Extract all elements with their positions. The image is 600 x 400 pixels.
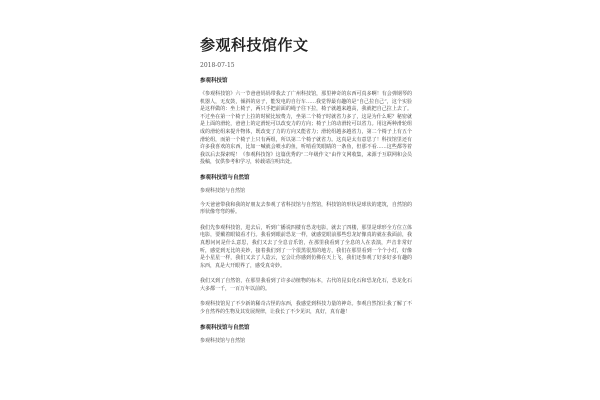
paragraph-2: 今天爸爸带我和我的好朋友去参观了省科技馆与自然馆，科技馆的形状是球状的建筑，自然馆的形状像弯弯的桥。 (200, 201, 412, 216)
section-heading-2: 参观科技馆与自然馆 (200, 174, 250, 181)
article-date: 2018-07-15 (200, 62, 235, 69)
section-heading-1: 参观科技馆 (200, 78, 228, 84)
section-subtitle-2: 参观科技馆与自然馆 (200, 187, 246, 194)
paragraph-4: 我们又到了自然馆，在那里我看到了许多动植物的标本，古代的昆虫化石和恐龙化石，恐龙化石大多都一千，一百万年以前的。 (200, 278, 412, 292)
article-title: 参观科技馆作文 (200, 36, 309, 54)
paragraph-3: 我们先参观科技馆，进去后，听到广播说四楼有恐龙电影，就去了四楼，那里是球形全方位立体电影，要戴着眼镜看才行。我看到眼前恐龙一样，就感觉眼前那些恐龙好像真的就在我面前，我真想问问是什么意思，我们又去了全息音乐馆，在那里我看到了全息的人在表演，声音非常好听，感觉到无比的美妙，接着我们到了一个很黑很黑的地方，我们在那里看到一个个小灯，好像是小星星一样，我们又去了人造云，它会让你感到仿佛在天上飞，我们还参观了好多好多有趣的东西，真是大开眼界了，感受真奇妙。 (200, 224, 412, 269)
article (200, 34, 412, 351)
section-heading-3: 参观科技馆与自然馆 (200, 324, 250, 331)
paragraph-5: 参观科技馆见了不少新的稀奇古怪的东西，我感觉到科技力量的神奇。参观自然馆让我了解了不少自然界的生物及其发展规律，让我长了不少见识，真好，真有趣！ (200, 301, 412, 316)
section-subtitle-3: 参观科技馆与自然馆 (200, 337, 246, 344)
paragraph-1: 《参观科技馆》六一节爸爸妈妈带我去了广州科技馆，那里神奇的东西可真多啊！有会弹钢琴的机器人，无皮鼓，倾斜的房子，能发电的自行车……我觉得最有趣的是“自己拉自己”，这个实验是这样做的：坐上椅子，两只手把前面的绳子往下拉，椅子就越来越高，我就把自己拉上去了。不过坐在第一个椅子上拉的时候比较费力，坐第二个椅子时就省力多了，这是为什么呢？秘密就是上面的滑轮，爸爸上的定滑轮可以改变力的方向；椅子上的动滑轮可以省力。用这两种滑轮组成的滑轮组来提升物体，既改变了力的方向又能省力；滑轮组越多越省力，第二个椅子上有五个滑轮组，而第一个椅子上只有两组，所以第二个椅子就省力。这真是太有意思了！科技馆里还有许多我喜欢的东西，比如一喊就会喷水的鱼，听哨看笑眼睛的一条鱼，但那不看……这些都等着我以后去探索呢！《参观科技馆》这篇优秀的“二年级作文”由作文网收集，来源于互联网和会员投稿，仅供参考和学习，转载请注明出处。 (200, 91, 412, 166)
